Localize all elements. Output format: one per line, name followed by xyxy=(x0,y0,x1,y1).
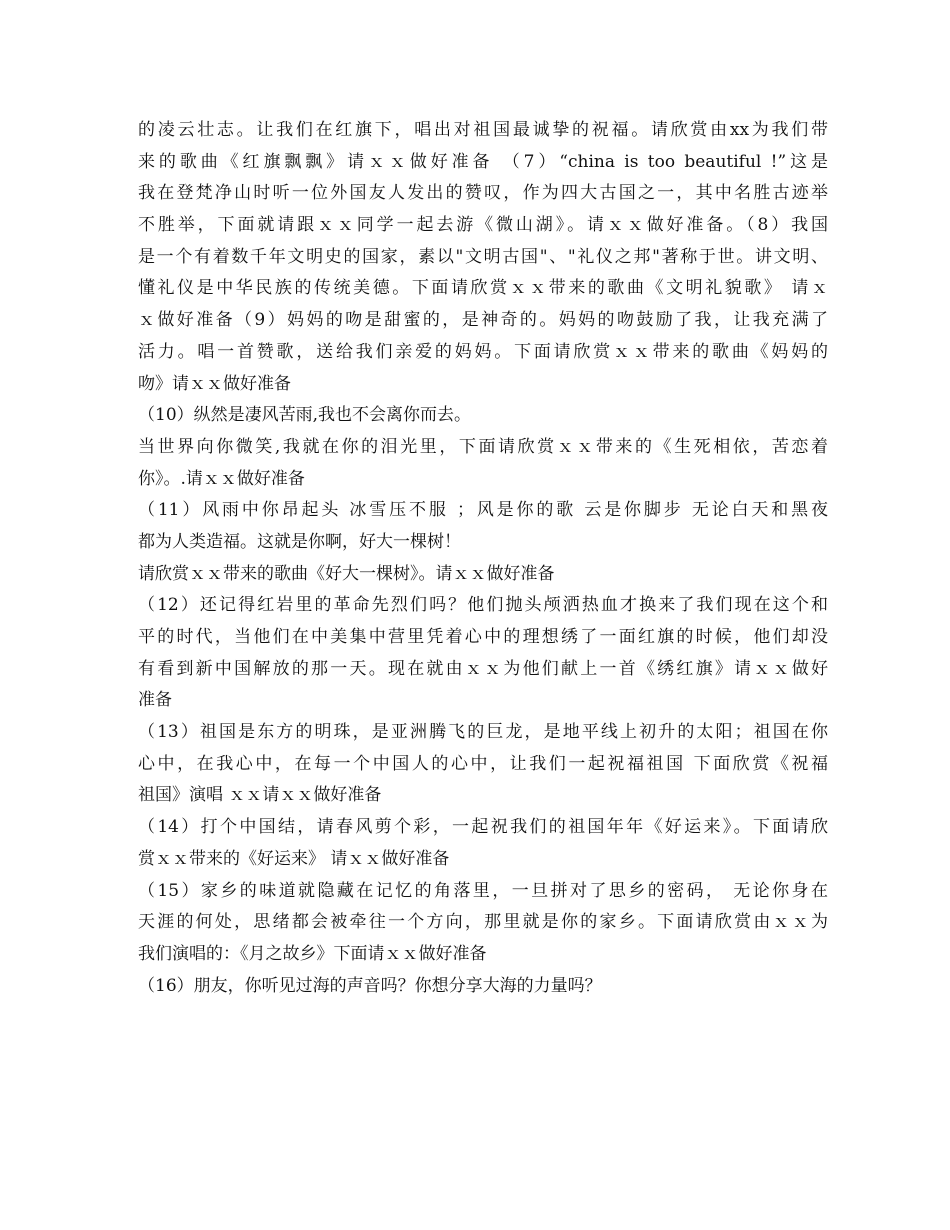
text-line: （15）家乡的味道就隐藏在记忆的角落里，一旦拼对了思乡的密码， 无论你身在 xyxy=(138,880,828,901)
text-line: 赏ｘｘ带来的《好运来》 请ｘｘ做好准备 xyxy=(138,848,450,869)
text-line: （14）打个中国结，请春风剪个彩，一起祝我们的祖国年年《好运来》。下面请欣 xyxy=(138,817,828,838)
text-line: 我们演唱的：《月之故乡》下面请ｘｘ做好准备 xyxy=(138,943,487,964)
text-line: 祖国》演唱 ｘｘ请ｘｘ做好准备 xyxy=(138,785,382,806)
text-line: ｘ做好准备（9）妈妈的吻是甜蜜的，是神奇的。妈妈的吻鼓励了我，让我充满了 xyxy=(138,310,828,331)
text-line: 准备 xyxy=(138,690,172,711)
text-line: 的凌云壮志。让我们在红旗下，唱出对祖国最诚挚的祝福。请欣赏由xx为我们带 xyxy=(138,120,828,140)
text-line: 懂礼仪是中华民族的传统美德。下面请欣赏ｘｘ带来的歌曲《文明礼貌歌》 请ｘ xyxy=(138,278,828,299)
text-line: 平的时代，当他们在中美集中营里凭着心中的理想绣了一面红旗的时候，他们却没 xyxy=(138,627,828,647)
text-line: 当世界向你微笑,我就在你的泪光里，下面请欣赏ｘｘ带来的《生死相依，苦恋着 xyxy=(138,436,828,457)
text-line: 活力。唱一首赞歌，送给我们亲爱的妈妈。下面请欣赏ｘｘ带来的歌曲《妈妈的 xyxy=(138,341,828,362)
document-body xyxy=(138,115,828,1002)
text-line: （16）朋友，你听见过海的声音吗？你想分享大海的力量吗？ xyxy=(138,975,602,996)
text-line: 都为人类造福。这就是你啊，好大一棵树！ xyxy=(138,531,461,552)
text-line: 你》。.请ｘｘ做好准备 xyxy=(138,468,305,489)
text-line: （13）祖国是东方的明珠，是亚洲腾飞的巨龙，是地平线上初升的太阳；祖国在你 xyxy=(138,722,828,743)
text-line: 有看到新中国解放的那一天。现在就由ｘｘ为他们献上一首《绣红旗》请ｘｘ做好 xyxy=(138,658,828,679)
text-line: 请欣赏ｘｘ带来的歌曲《好大一棵树》。请ｘｘ做好准备 xyxy=(138,563,555,584)
text-line: 是一个有着数千年文明史的国家，素以"文明古国"、"礼仪之邦"著称于世。讲文明、 xyxy=(138,246,828,267)
text-line: （11）风雨中你昂起头 冰雪压不服 ；风是你的歌 云是你脚步 无论白天和黑夜 xyxy=(138,500,828,521)
text-line: 我在登梵净山时听一位外国友人发出的赞叹，作为四大古国之一，其中名胜古迹举 xyxy=(138,183,828,204)
text-line: 心中，在我心中，在每一个中国人的心中，让我们一起祝福祖国 下面欣赏《祝福 xyxy=(138,753,828,774)
text-line: 不胜举，下面就请跟ｘｘ同学一起去游《微山湖》。请ｘｘ做好准备。（8）我国 xyxy=(138,215,828,236)
text-line: （10）纵然是凄风苦雨,我也不会离你而去。 xyxy=(138,405,472,426)
text-line: （12）还记得红岩里的革命先烈们吗？他们抛头颅洒热血才换来了我们现在这个和 xyxy=(138,595,828,616)
text-line: 天涯的何处，思绪都会被牵往一个方向，那里就是你的家乡。下面请欣赏由ｘｘ为 xyxy=(138,912,828,933)
text-line: 吻》请ｘｘ做好准备 xyxy=(138,373,291,394)
text-line: 来的歌曲《红旗飘飘》请ｘｘ做好准备 （7）“china is too beautiful !”这是 xyxy=(138,151,828,172)
